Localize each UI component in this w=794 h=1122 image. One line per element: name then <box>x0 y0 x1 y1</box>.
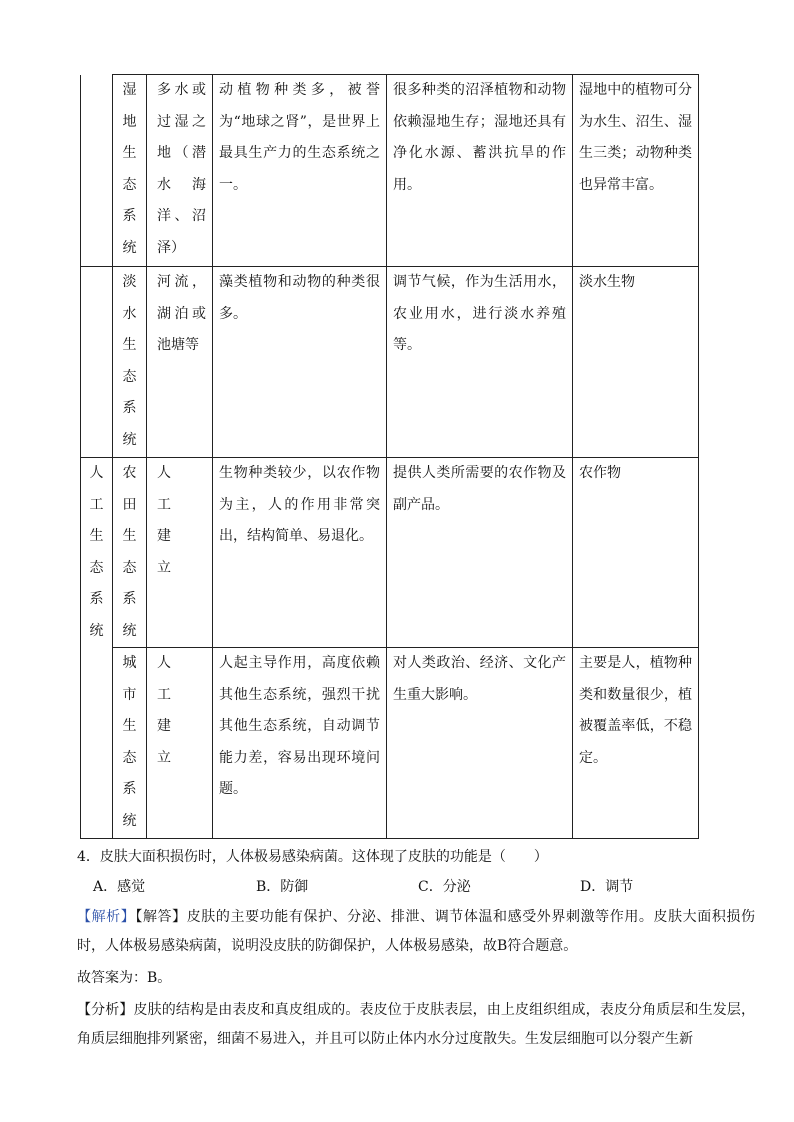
table-row <box>81 75 699 267</box>
feature-cell: 动植物种类多，被誉为“地球之肾”，是世界上最具生产力的生态系统之一。 <box>213 75 387 267</box>
organisms-cell: 主要是人，植物种类和数量很少，植被覆盖率低，不稳定。 <box>573 648 699 839</box>
option-d: D．调节 <box>580 879 634 895</box>
feature-cell: 人起主导作用，高度依赖其他生态系统，强烈干扰其他生态系统，自动调节能力差，容易出现环境问题。 <box>213 648 387 839</box>
ecosystem-name-cell: 淡 水 生 态 系 统 <box>113 267 147 458</box>
role-cell: 调节气候，作为生活用水，农业用水，进行淡水养殖等。 <box>387 267 573 458</box>
ecosystem-name-cell: 城 市 生 态 系 统 <box>113 648 147 839</box>
organisms-cell: 湿地中的植物可分为水生、沼生、湿生三类；动物种类也异常丰富。 <box>573 75 699 267</box>
organisms-cell: 淡水生物 <box>573 267 699 458</box>
analysis-label: 【分析】 <box>77 1002 134 1018</box>
solution-text: 皮肤的主要功能有保护、分泌、排泄、调节体温和感受外界刺激等作用。皮肤大面积损伤时，人体极易感染病菌，说明没皮肤的防御保护，人体极易感染，故B符合题意。 <box>77 909 756 954</box>
table-row <box>81 267 699 458</box>
group-cell <box>81 75 113 267</box>
role-cell: 很多种类的沼泽植物和动物依赖湿地生存；湿地还具有净化水源、蓄洪抗旱的作用。 <box>387 75 573 267</box>
answer-line: 故答案为：B。 <box>77 970 172 986</box>
environment-cell: 人工建立 <box>147 648 213 839</box>
environment-cell: 多水或过湿之地（潜水海洋、沼泽） <box>147 75 213 267</box>
environment-cell: 人工建立 <box>147 458 213 648</box>
role-cell: 提供人类所需要的农作物及副产品。 <box>387 458 573 648</box>
environment-cell: 河流，湖泊或池塘等 <box>147 267 213 458</box>
ecosystem-name-cell: 湿 地 生 态 系 统 <box>113 75 147 267</box>
option-c: C．分泌 <box>418 879 471 895</box>
solution-tag: 【解析】 <box>77 909 136 925</box>
artificial-ecosystem-group-cell: 人 工 生 态 系 统 <box>81 458 113 839</box>
ecosystem-table <box>80 74 699 839</box>
analysis-text: 皮肤的结构是由表皮和真皮组成的。表皮位于皮肤表层，由上皮组织组成，表皮分角质层和生发层，角质层细胞排列紧密，细菌不易进入，并且可以防止体内水分过度散失。生发层细胞可以分裂产生新 <box>77 1002 756 1047</box>
group-cell <box>81 267 113 458</box>
solution-paragraph <box>77 903 755 961</box>
table-row <box>81 458 699 648</box>
solution-label: 【解答】 <box>135 909 187 925</box>
feature-cell: 藻类植物和动物的种类很多。 <box>213 267 387 458</box>
table-row <box>81 648 699 839</box>
organisms-cell: 农作物 <box>573 458 699 648</box>
feature-cell: 生物种类较少，以农作物为主，人的作用非常突出，结构简单、易退化。 <box>213 458 387 648</box>
analysis-paragraph <box>77 996 755 1054</box>
option-b: B．防御 <box>256 879 309 895</box>
ecosystem-name-cell: 农 田 生 态 系 统 <box>113 458 147 648</box>
role-cell: 对人类政治、经济、文化产生重大影响。 <box>387 648 573 839</box>
option-a: A．感觉 <box>93 879 146 895</box>
question-text: 4．皮肤大面积损伤时，人体极易感染病菌。这体现了皮肤的功能是（ ） <box>77 849 548 865</box>
